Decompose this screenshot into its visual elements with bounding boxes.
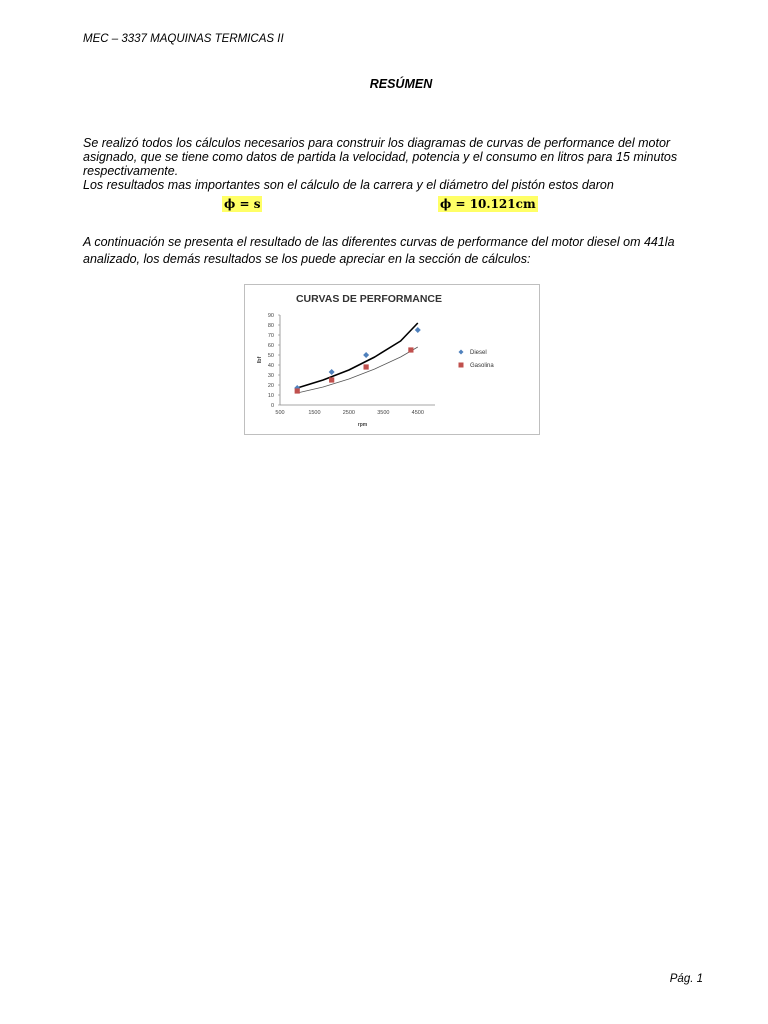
legend-label-diesel: Diesel — [470, 350, 487, 356]
data-point-diesel — [363, 352, 369, 358]
y-tick-label: 40 — [267, 363, 274, 369]
x-axis-label: rpm — [357, 422, 368, 428]
chart-title: CURVAS DE PERFORMANCE — [295, 293, 443, 305]
x-tick-label: 3500 — [377, 410, 390, 416]
legend-label-gasolina: Gasolina — [470, 363, 494, 369]
x-tick-label: 2500 — [342, 410, 356, 416]
x-tick-label: 4500 — [411, 410, 424, 416]
paragraph-line: Se realizó todos los cálculos necesarios para construir los diagramas de curvas de performance del motor — [83, 136, 671, 150]
y-tick-label: 0 — [270, 403, 274, 409]
y-tick-label: 70 — [267, 333, 274, 339]
trendline-gasolina — [297, 347, 418, 393]
trendline-diesel — [297, 323, 418, 388]
y-tick-label: 80 — [267, 323, 274, 329]
data-point-diesel — [329, 369, 335, 375]
legend-marker-gasolina — [459, 363, 464, 368]
formula-diameter: ϕ = 10.121cm — [440, 197, 536, 211]
formula-stroke: ϕ = s — [224, 197, 261, 211]
y-tick-label: 30 — [267, 373, 274, 379]
page-title: RESÚMEN — [369, 77, 433, 91]
data-point-gasolina — [408, 347, 413, 352]
data-point-diesel — [415, 327, 421, 333]
page-number: Pág. 1 — [669, 973, 703, 985]
chart-canvas — [245, 285, 541, 436]
y-tick-label: 10 — [267, 393, 274, 399]
y-tick-label: 90 — [267, 313, 274, 319]
paragraph-line: Los resultados mas importantes son el cálculo de la carrera y el diámetro del pistón estos daron — [83, 178, 614, 192]
y-tick-label: 20 — [267, 383, 274, 389]
y-tick-label: 60 — [267, 343, 274, 349]
y-axis-label: lbf — [257, 356, 263, 364]
performance-chart — [244, 284, 540, 435]
data-point-gasolina — [364, 364, 369, 369]
performance-paragraph: A continuación se presenta el resultado de las diferentes curvas de performance del motor diesel om 441la analizado, los demás resultados se los puede apreciar en la sección de cálculos: — [83, 235, 675, 266]
document-header: MEC – 3337 MAQUINAS TERMICAS II — [83, 33, 284, 45]
y-tick-label: 50 — [267, 353, 274, 359]
data-point-gasolina — [329, 377, 334, 382]
x-tick-label: 1500 — [308, 410, 321, 416]
paragraph-line: respectivamente. — [83, 164, 179, 178]
paragraph-line: asignado, que se tiene como datos de partida la velocidad, potencia y el consumo en litros para 15 minutos — [83, 150, 678, 164]
summary-paragraph — [83, 136, 708, 192]
legend-marker-diesel — [459, 350, 464, 355]
x-tick-label: 500 — [275, 410, 285, 416]
data-point-gasolina — [295, 388, 300, 393]
